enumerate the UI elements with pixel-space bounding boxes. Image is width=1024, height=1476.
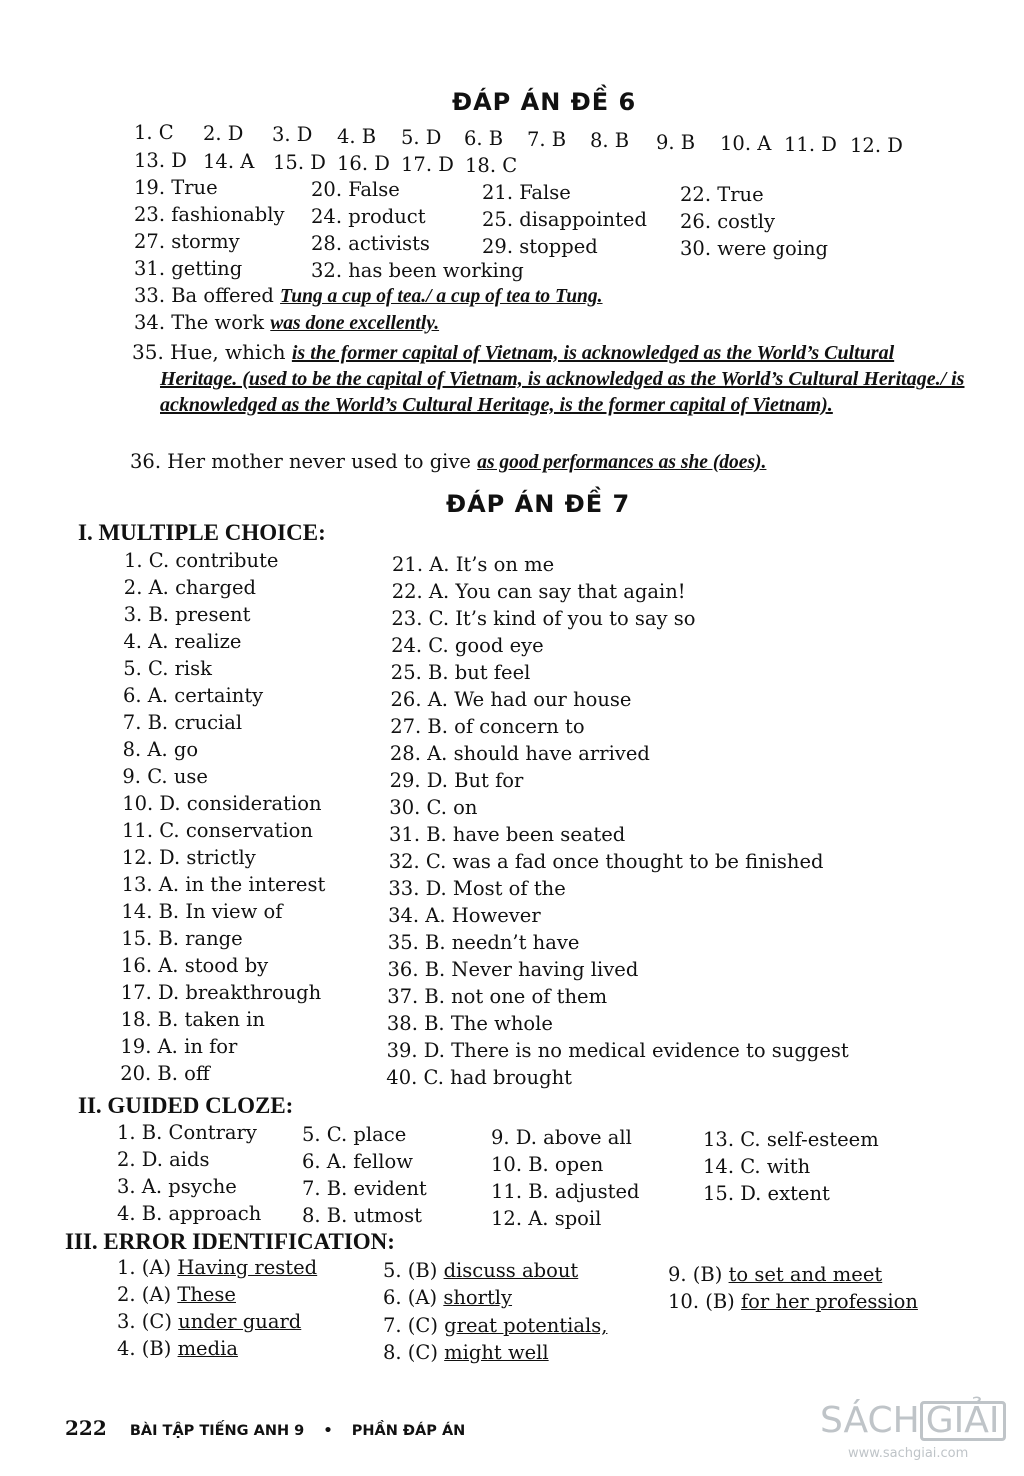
mc-answer: 12. D. strictly bbox=[121, 846, 256, 869]
mc-answer: 26. A. We had our house bbox=[390, 688, 632, 711]
mc-answer: 38. B. The whole bbox=[386, 1012, 553, 1035]
error-label: 7. (C) bbox=[383, 1314, 445, 1337]
q33 bbox=[134, 284, 603, 308]
q36-prefix: 36. Her mother never used to give bbox=[130, 450, 478, 473]
de6-answer: 16. D bbox=[337, 152, 390, 175]
error-answer bbox=[668, 1290, 918, 1313]
de6-answer: 3. D bbox=[272, 123, 313, 147]
error-phrase: These bbox=[177, 1283, 236, 1306]
mc-answer: 37. B. not one of them bbox=[387, 985, 608, 1008]
mc-answer: 9. C. use bbox=[122, 765, 208, 788]
watermark-url: www.sachgiai.com bbox=[848, 1446, 969, 1461]
cloze-answer: 6. A. fellow bbox=[302, 1150, 413, 1173]
mc-answer: 39. D. There is no medical evidence to suggest bbox=[386, 1039, 849, 1062]
error-answer bbox=[117, 1337, 238, 1360]
de6-answer: 24. product bbox=[311, 205, 426, 228]
de6-answer: 13. D bbox=[134, 149, 187, 172]
error-phrase: Having rested bbox=[177, 1256, 318, 1279]
cloze-answer: 14. C. with bbox=[703, 1155, 811, 1178]
mc-answer: 2. A. charged bbox=[123, 576, 257, 599]
error-label: 4. (B) bbox=[117, 1337, 178, 1360]
mc-answer: 40. C. had brought bbox=[386, 1066, 572, 1089]
error-label: 9. (B) bbox=[668, 1263, 729, 1286]
mc-answer: 36. B. Never having lived bbox=[387, 958, 639, 981]
cloze-answer: 7. B. evident bbox=[302, 1177, 427, 1200]
error-answer bbox=[383, 1314, 607, 1337]
de6-title: ĐÁP ÁN ĐỀ 6 bbox=[452, 88, 637, 116]
mc-answer: 19. A. in for bbox=[120, 1035, 238, 1058]
mc-answer: 10. D. consideration bbox=[122, 792, 322, 815]
de6-answer: 28. activists bbox=[311, 232, 430, 255]
q35-answer: is the former capital of Vietnam, is acknowledged as the World’s Cultural Heritage. (used to be the capital of Vietnam, is acknowledged as the World’s Cultural Heritage./ is acknowledged as the World’s Cultural Heritage, is the former capital of Vietnam). bbox=[160, 342, 965, 416]
error-phrase: under guard bbox=[178, 1310, 302, 1333]
error-answer bbox=[383, 1259, 578, 1282]
cloze-answer: 9. D. above all bbox=[491, 1126, 632, 1149]
mc-answer: 15. B. range bbox=[121, 927, 243, 950]
mc-answer: 5. C. risk bbox=[123, 657, 212, 680]
mc-answer: 11. C. conservation bbox=[122, 819, 313, 842]
mc-answer: 34. A. However bbox=[388, 904, 541, 927]
error-label: 10. (B) bbox=[668, 1290, 741, 1313]
de6-answer: 10. A bbox=[720, 131, 772, 155]
watermark-text-b: GIẢI bbox=[920, 1401, 1006, 1441]
mc-answer: 18. B. taken in bbox=[120, 1008, 265, 1031]
error-label: 3. (C) bbox=[117, 1310, 179, 1333]
de6-answer: 8. B bbox=[590, 129, 630, 153]
de6-answer: 32. has been working bbox=[311, 259, 524, 282]
error-answer bbox=[383, 1286, 512, 1309]
page-number: 222 bbox=[65, 1416, 107, 1440]
de6-answer: 23. fashionably bbox=[134, 203, 285, 226]
watermark-text-a: SÁCH bbox=[820, 1400, 920, 1441]
mc-answer: 35. B. needn’t have bbox=[387, 931, 580, 954]
mc-answer: 28. A. should have arrived bbox=[389, 742, 650, 765]
q34-answer: was done excellently. bbox=[270, 313, 440, 334]
footer-bullet: • bbox=[323, 1423, 333, 1439]
de6-answer: 2. D bbox=[203, 122, 244, 146]
mc-answer: 4. A. realize bbox=[123, 630, 242, 653]
de6-answer: 11. D bbox=[784, 133, 837, 156]
de6-answer: 30. were going bbox=[680, 237, 829, 260]
q33-answer: Tung a cup of tea./ a cup of tea to Tung. bbox=[280, 286, 603, 307]
de6-answer: 18. C bbox=[465, 154, 518, 177]
cloze-answer: 2. D. aids bbox=[117, 1148, 210, 1171]
mc-answer: 16. A. stood by bbox=[121, 954, 269, 977]
mc-answer: 3. B. present bbox=[123, 603, 251, 626]
mc-answer: 33. D. Most of the bbox=[388, 877, 566, 900]
mc-answer: 13. A. in the interest bbox=[121, 873, 326, 896]
cloze-answer: 10. B. open bbox=[491, 1153, 604, 1176]
error-answer bbox=[117, 1256, 317, 1279]
error-label: 2. (A) bbox=[117, 1283, 178, 1306]
mc-answer: 24. C. good eye bbox=[391, 634, 544, 657]
cloze-answer: 13. C. self-esteem bbox=[703, 1128, 879, 1151]
cloze-heading: II. GUIDED CLOZE: bbox=[78, 1093, 294, 1118]
q34 bbox=[134, 311, 439, 335]
error-label: 6. (A) bbox=[383, 1286, 444, 1309]
de6-answer: 26. costly bbox=[680, 210, 775, 233]
error-heading: III. ERROR IDENTIFICATION: bbox=[65, 1229, 395, 1254]
mc-answer: 22. A. You can say that again! bbox=[391, 580, 686, 603]
mc-answer: 8. A. go bbox=[122, 738, 199, 761]
de6-answer: 22. True bbox=[680, 183, 764, 206]
mc-answer: 23. C. It’s kind of you to say so bbox=[391, 607, 696, 630]
q34-prefix: 34. The work bbox=[134, 311, 271, 334]
error-phrase: great potentials, bbox=[444, 1314, 608, 1337]
mc-answer: 32. C. was a fad once thought to be finished bbox=[388, 850, 824, 873]
de6-answer: 19. True bbox=[134, 176, 218, 199]
de6-answer: 21. False bbox=[482, 181, 571, 204]
de6-answer: 27. stormy bbox=[134, 230, 240, 253]
mc-answer: 20. B. off bbox=[120, 1062, 210, 1085]
error-label: 1. (A) bbox=[117, 1256, 178, 1279]
mc-answer: 25. B. but feel bbox=[390, 661, 531, 684]
de7-title: ĐÁP ÁN ĐỀ 7 bbox=[446, 490, 631, 518]
de6-answer: 6. B bbox=[464, 127, 504, 150]
error-answer bbox=[117, 1310, 301, 1333]
mc-answer: 27. B. of concern to bbox=[390, 715, 585, 738]
de6-answer: 5. D bbox=[401, 125, 442, 149]
cloze-answer: 11. B. adjusted bbox=[491, 1180, 640, 1203]
mc-answer: 6. A. certainty bbox=[123, 684, 264, 707]
cloze-answer: 12. A. spoil bbox=[491, 1207, 602, 1230]
error-answer bbox=[668, 1263, 882, 1286]
mc-answer: 14. B. In view of bbox=[121, 900, 283, 923]
mc-answer: 7. B. crucial bbox=[122, 711, 243, 734]
de6-answer: 1. C bbox=[134, 121, 174, 144]
error-phrase: might well bbox=[444, 1341, 549, 1364]
mc-heading: I. MULTIPLE CHOICE: bbox=[78, 520, 326, 545]
error-answer bbox=[383, 1341, 549, 1364]
de6-answer: 4. B bbox=[337, 124, 377, 148]
cloze-answer: 1. B. Contrary bbox=[117, 1121, 257, 1144]
de6-answer: 29. stopped bbox=[482, 235, 598, 258]
de6-answer: 14. A bbox=[203, 150, 255, 173]
error-answer bbox=[117, 1283, 236, 1306]
q36-answer: as good performances as she (does). bbox=[477, 452, 767, 473]
error-label: 5. (B) bbox=[383, 1259, 444, 1282]
q35-prefix: 35. Hue, which bbox=[132, 340, 292, 364]
de6-answer: 7. B bbox=[527, 128, 567, 152]
footer bbox=[65, 1416, 465, 1440]
cloze-answer: 15. D. extent bbox=[703, 1182, 830, 1205]
q33-prefix: 33. Ba offered bbox=[134, 284, 281, 307]
mc-answer: 1. C. contribute bbox=[124, 549, 279, 572]
mc-answer: 17. D. breakthrough bbox=[120, 981, 322, 1004]
cloze-answer: 3. A. psyche bbox=[117, 1175, 237, 1198]
de6-answer: 31. getting bbox=[134, 257, 243, 280]
q36 bbox=[130, 450, 766, 474]
de6-answer: 12. D bbox=[850, 134, 903, 158]
error-phrase: discuss about bbox=[443, 1259, 579, 1282]
q35 bbox=[132, 340, 975, 418]
error-phrase: for her profession bbox=[740, 1290, 918, 1313]
mc-answer: 31. B. have been seated bbox=[389, 823, 626, 846]
de6-answer: 17. D bbox=[401, 153, 454, 176]
book-title: BÀI TẬP TIẾNG ANH 9 bbox=[129, 1423, 305, 1439]
error-phrase: media bbox=[177, 1337, 238, 1360]
de6-answer: 9. B bbox=[656, 130, 696, 154]
cloze-answer: 4. B. approach bbox=[117, 1202, 262, 1225]
mc-answer: 21. A. It’s on me bbox=[392, 553, 555, 576]
de6-answer: 15. D bbox=[273, 151, 326, 174]
watermark-logo bbox=[820, 1400, 1006, 1441]
mc-answer: 30. C. on bbox=[389, 796, 478, 819]
error-phrase: to set and meet bbox=[728, 1263, 883, 1286]
cloze-answer: 8. B. utmost bbox=[302, 1204, 422, 1227]
error-phrase: shortly bbox=[443, 1286, 513, 1309]
error-label: 8. (C) bbox=[383, 1341, 445, 1364]
de6-answer: 20. False bbox=[311, 178, 400, 201]
cloze-answer: 5. C. place bbox=[302, 1123, 407, 1146]
section-name: PHẦN ĐÁP ÁN bbox=[351, 1423, 466, 1439]
de6-answer: 25. disappointed bbox=[482, 208, 647, 231]
mc-answer: 29. D. But for bbox=[389, 769, 524, 792]
